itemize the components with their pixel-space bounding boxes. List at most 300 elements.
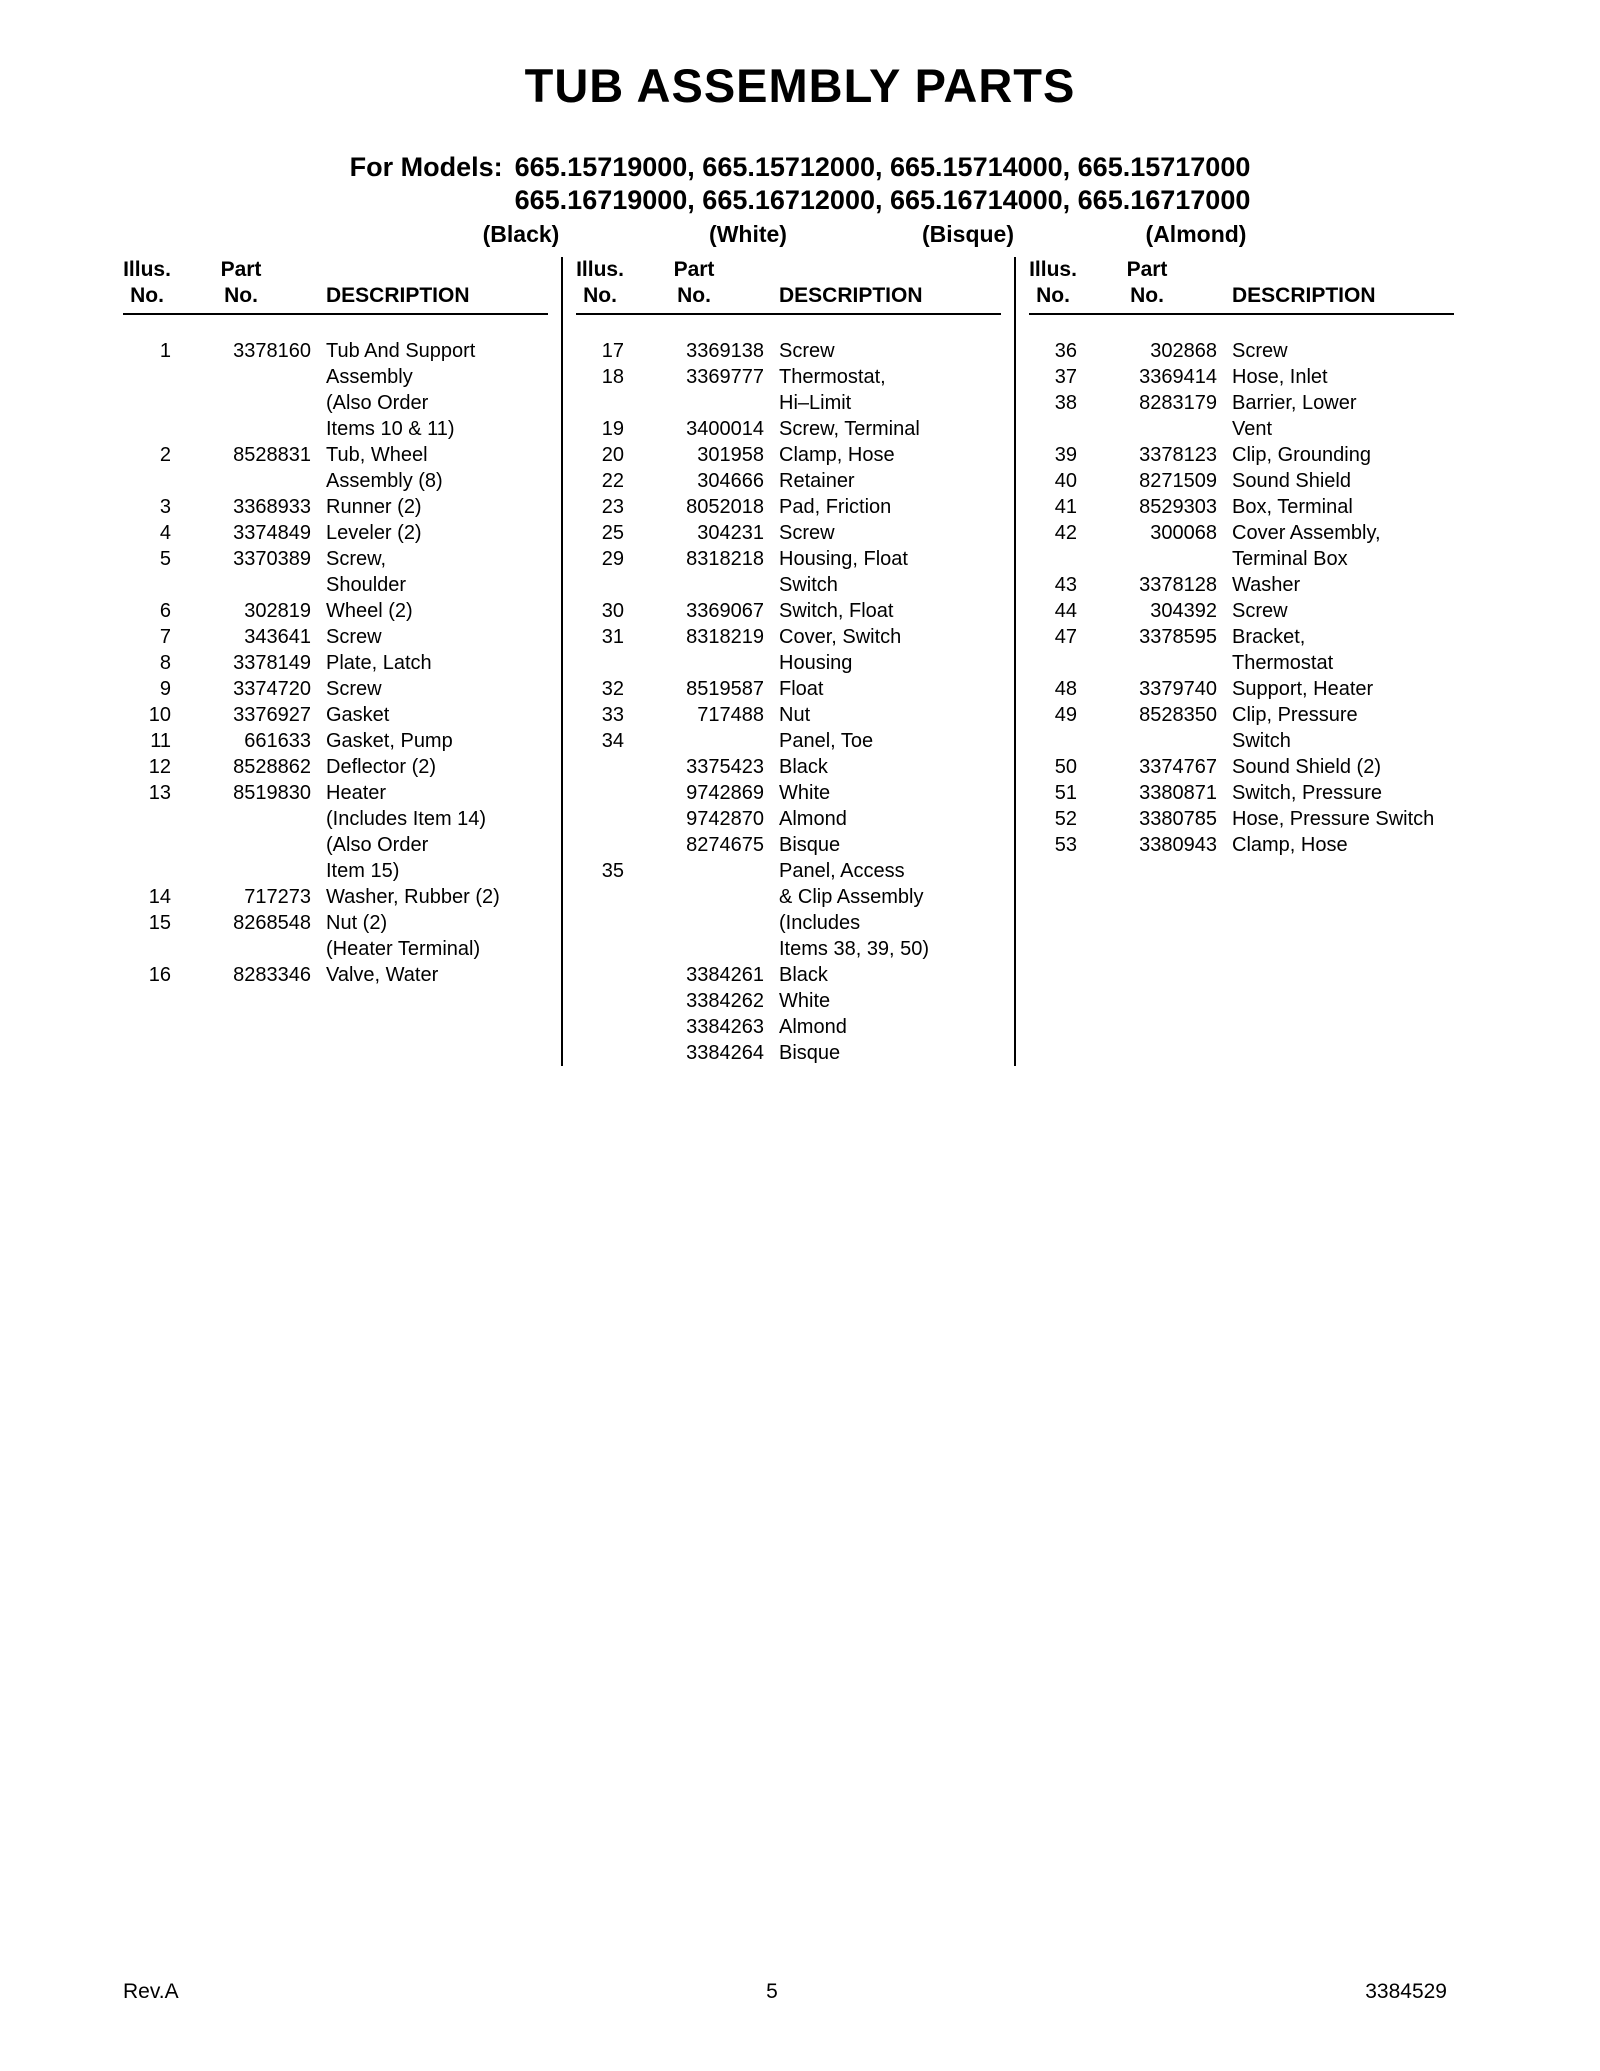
table-row (1029, 650, 1454, 676)
color-label-almond: (Almond) (1145, 221, 1247, 247)
illus-no-cell (1029, 546, 1077, 572)
illus-no-cell: 3 (159, 496, 171, 518)
illus-no-cell: 2 (159, 444, 171, 466)
description-cell: Pad, Friction (779, 496, 892, 518)
part-no-header: No. (224, 284, 258, 307)
description-cell: (Also Order (326, 392, 429, 414)
part-no-cell: 3368933 (233, 496, 311, 518)
table-row (123, 624, 548, 650)
illus-no-cell: 23 (601, 496, 624, 518)
table-row (576, 1014, 1001, 1040)
illus-no-cell: 47 (1054, 626, 1077, 648)
models-line-1: 665.15719000, 665.15712000, 665.15714000, 665.15717000 (514, 152, 1251, 182)
column-header (1029, 257, 1454, 315)
header-spacer (311, 257, 548, 283)
description-cell: Items 10 & 11) (326, 418, 455, 440)
description-cell: Wheel (2) (326, 600, 413, 622)
description-cell: Clip, Grounding (1232, 444, 1371, 466)
table-row (123, 364, 548, 390)
table-row (1029, 676, 1454, 702)
illus-no-cell: 42 (1054, 522, 1077, 544)
illus-header: Illus. (576, 258, 624, 281)
part-no-cell: 3384262 (686, 990, 764, 1012)
table-row (123, 442, 548, 468)
table-row (123, 884, 548, 910)
description-cell: Washer (1232, 574, 1301, 596)
part-no-cell: 3378160 (233, 340, 311, 362)
part-no-cell: 3378149 (233, 652, 311, 674)
part-no-cell: 3376927 (233, 704, 311, 726)
illus-no-cell (123, 858, 171, 884)
illus-no-header: No. (130, 284, 164, 307)
part-header: Part (673, 258, 715, 281)
part-no-cell: 304231 (697, 522, 764, 544)
description-header: DESCRIPTION (1232, 284, 1376, 307)
description-cell: Nut (779, 704, 811, 726)
part-no-cell: 3378123 (1139, 444, 1217, 466)
part-no-cell: 8318219 (686, 626, 764, 648)
illus-no-cell: 15 (148, 912, 171, 934)
column-header-line-2 (1029, 283, 1454, 309)
part-no-cell: 3378128 (1139, 574, 1217, 596)
illus-no-cell (576, 780, 624, 806)
description-cell: Valve, Water (326, 964, 439, 986)
part-no-cell (624, 728, 764, 754)
description-cell: Bisque (779, 834, 841, 856)
description-cell: Almond (779, 1016, 847, 1038)
illus-no-cell: 37 (1054, 366, 1077, 388)
description-cell: Switch, Float (779, 600, 894, 622)
part-no-cell: 302819 (244, 600, 311, 622)
table-row (1029, 442, 1454, 468)
description-cell: Runner (2) (326, 496, 422, 518)
description-cell: Barrier, Lower (1232, 392, 1357, 414)
table-row (576, 754, 1001, 780)
table-row (1029, 494, 1454, 520)
table-row (1029, 546, 1454, 572)
table-row (123, 728, 548, 754)
illus-no-cell: 33 (601, 704, 624, 726)
part-no-cell (171, 936, 311, 962)
illus-no-cell: 30 (601, 600, 624, 622)
part-no-cell: 8318218 (686, 548, 764, 570)
part-no-cell: 3380871 (1139, 782, 1217, 804)
illus-no-cell (123, 364, 171, 390)
illus-no-cell (576, 910, 624, 936)
part-no-cell (624, 910, 764, 936)
description-cell: Assembly (326, 366, 413, 388)
illus-no-cell (123, 806, 171, 832)
column-header-line-1 (576, 257, 1001, 283)
parts-rows (123, 338, 548, 988)
description-cell: Panel, Access (779, 860, 905, 882)
illus-no-cell: 39 (1054, 444, 1077, 466)
illus-no-cell (1029, 416, 1077, 442)
part-no-cell (1077, 416, 1217, 442)
table-row (123, 936, 548, 962)
color-label-white: (White) (709, 221, 787, 247)
table-row (576, 988, 1001, 1014)
illus-no-cell (123, 572, 171, 598)
part-no-cell: 3378595 (1139, 626, 1217, 648)
table-row (1029, 832, 1454, 858)
part-no-cell: 3380785 (1139, 808, 1217, 830)
table-row (1029, 338, 1454, 364)
part-no-cell: 3384264 (686, 1042, 764, 1064)
description-cell: Bisque (779, 1042, 841, 1064)
description-cell: & Clip Assembly (779, 886, 924, 908)
part-no-cell (1077, 650, 1217, 676)
description-cell: Leveler (2) (326, 522, 422, 544)
description-cell: Box, Terminal (1232, 496, 1353, 518)
table-row (576, 520, 1001, 546)
parts-column-3 (1029, 257, 1454, 1066)
part-no-cell (624, 650, 764, 676)
table-row (1029, 806, 1454, 832)
description-cell: White (779, 990, 831, 1012)
part-no-cell (624, 858, 764, 884)
part-no-cell: 3369414 (1139, 366, 1217, 388)
part-no-cell: 3369138 (686, 340, 764, 362)
models-block (350, 151, 1251, 217)
illus-no-cell (576, 572, 624, 598)
description-cell: Housing (779, 652, 853, 674)
illus-no-cell: 18 (601, 366, 624, 388)
table-row (576, 650, 1001, 676)
description-cell: (Includes Item 14) (326, 808, 487, 830)
illus-no-cell: 35 (601, 860, 624, 882)
parts-table-area (0, 257, 1600, 1066)
part-no-cell: 8268548 (233, 912, 311, 934)
description-cell: Screw (326, 678, 382, 700)
part-no-cell: 8283346 (233, 964, 311, 986)
table-row (123, 806, 548, 832)
illus-no-cell (123, 390, 171, 416)
table-row (123, 650, 548, 676)
illus-no-cell: 6 (159, 600, 171, 622)
description-cell: Thermostat (1232, 652, 1334, 674)
part-no-cell: 8519830 (233, 782, 311, 804)
part-no-header: No. (677, 284, 711, 307)
description-cell: Screw, (326, 548, 387, 570)
description-cell: Switch (1232, 730, 1291, 752)
header-rule (123, 313, 548, 315)
part-no-cell (171, 832, 311, 858)
illus-no-cell: 19 (601, 418, 624, 440)
description-header: DESCRIPTION (779, 284, 923, 307)
part-no-cell: 304392 (1150, 600, 1217, 622)
illus-no-cell (123, 416, 171, 442)
table-row (123, 598, 548, 624)
part-no-cell (624, 936, 764, 962)
part-no-cell: 3375423 (686, 756, 764, 778)
part-no-cell (624, 572, 764, 598)
part-no-cell: 8052018 (686, 496, 764, 518)
table-row (576, 676, 1001, 702)
description-cell: Retainer (779, 470, 855, 492)
part-no-cell (171, 572, 311, 598)
table-row (123, 416, 548, 442)
table-row (576, 390, 1001, 416)
description-cell: Housing, Float (779, 548, 908, 570)
illus-no-cell: 13 (148, 782, 171, 804)
table-row (576, 1040, 1001, 1066)
illus-no-cell (576, 884, 624, 910)
illus-no-cell: 38 (1054, 392, 1077, 414)
description-cell: Screw (326, 626, 382, 648)
table-row (576, 780, 1001, 806)
illus-no-cell (123, 936, 171, 962)
part-no-cell: 8529303 (1139, 496, 1217, 518)
description-cell: Bracket, (1232, 626, 1306, 648)
part-header: Part (220, 258, 262, 281)
table-row (1029, 468, 1454, 494)
illus-no-cell: 20 (601, 444, 624, 466)
part-no-cell: 8283179 (1139, 392, 1217, 414)
table-row (576, 702, 1001, 728)
part-no-cell (171, 858, 311, 884)
illus-no-cell: 14 (148, 886, 171, 908)
description-cell: Washer, Rubber (2) (326, 886, 500, 908)
color-labels-row (0, 221, 1600, 249)
description-cell: Float (779, 678, 824, 700)
table-row (1029, 520, 1454, 546)
description-cell: Screw (779, 340, 835, 362)
part-no-cell (171, 416, 311, 442)
description-cell: Panel, Toe (779, 730, 874, 752)
description-cell: Almond (779, 808, 847, 830)
part-no-cell: 343641 (244, 626, 311, 648)
description-cell: Assembly (8) (326, 470, 443, 492)
description-cell: Terminal Box (1232, 548, 1348, 570)
part-no-cell: 3369067 (686, 600, 764, 622)
column-header-line-1 (123, 257, 548, 283)
table-row (576, 806, 1001, 832)
table-row (123, 858, 548, 884)
illus-no-cell: 50 (1054, 756, 1077, 778)
description-cell: (Includes (779, 912, 861, 934)
table-row (576, 468, 1001, 494)
part-no-cell: 3370389 (233, 548, 311, 570)
part-no-cell: 3374767 (1139, 756, 1217, 778)
table-row (1029, 702, 1454, 728)
table-row (576, 728, 1001, 754)
part-no-cell: 9742870 (686, 808, 764, 830)
illus-no-cell (576, 390, 624, 416)
part-no-cell (171, 364, 311, 390)
description-cell: Item 15) (326, 860, 400, 882)
table-row (1029, 572, 1454, 598)
header-rule (1029, 313, 1454, 315)
description-cell: Tub And Support (326, 340, 476, 362)
header-spacer (1217, 257, 1454, 283)
description-cell: Deflector (2) (326, 756, 437, 778)
part-no-cell: 3369777 (686, 366, 764, 388)
revision-label: Rev.A (123, 1980, 179, 2003)
table-row (576, 832, 1001, 858)
description-cell: (Heater Terminal) (326, 938, 481, 960)
illus-no-cell (576, 936, 624, 962)
part-no-cell: 300068 (1150, 522, 1217, 544)
illus-no-cell: 44 (1054, 600, 1077, 622)
table-row (576, 338, 1001, 364)
illus-no-cell: 52 (1054, 808, 1077, 830)
table-row (123, 520, 548, 546)
page-footer (0, 1980, 1600, 2004)
illus-no-cell (123, 832, 171, 858)
table-row (1029, 624, 1454, 650)
table-row (123, 572, 548, 598)
illus-no-cell (123, 468, 171, 494)
description-cell: Clip, Pressure (1232, 704, 1358, 726)
table-row (123, 780, 548, 806)
table-row (576, 442, 1001, 468)
table-row (123, 676, 548, 702)
table-row (576, 884, 1001, 910)
illus-no-cell (1029, 650, 1077, 676)
part-no-cell: 3400014 (686, 418, 764, 440)
page-title: TUB ASSEMBLY PARTS (524, 59, 1076, 112)
table-row (123, 702, 548, 728)
description-cell: Switch, Pressure (1232, 782, 1383, 804)
column-header (576, 257, 1001, 315)
description-cell: Hose, Inlet (1232, 366, 1328, 388)
part-no-cell: 8528831 (233, 444, 311, 466)
illus-no-cell: 31 (601, 626, 624, 648)
table-row (576, 364, 1001, 390)
illus-no-cell: 9 (159, 678, 171, 700)
illus-no-cell: 17 (601, 340, 624, 362)
description-header: DESCRIPTION (326, 284, 470, 307)
description-cell: Gasket, Pump (326, 730, 453, 752)
description-cell: Vent (1232, 418, 1273, 440)
part-no-cell: 8274675 (686, 834, 764, 856)
description-cell: Tub, Wheel (326, 444, 428, 466)
part-no-cell (624, 884, 764, 910)
table-row (576, 858, 1001, 884)
illus-no-cell: 49 (1054, 704, 1077, 726)
part-no-cell (171, 390, 311, 416)
illus-no-cell: 4 (159, 522, 171, 544)
illus-no-cell: 34 (601, 730, 624, 752)
document-number: 3384529 (1365, 1980, 1447, 2003)
illus-no-cell: 7 (159, 626, 171, 648)
description-cell: White (779, 782, 831, 804)
description-cell: Plate, Latch (326, 652, 432, 674)
table-row (576, 936, 1001, 962)
illus-no-cell (576, 1040, 624, 1066)
illus-no-cell: 29 (601, 548, 624, 570)
illus-no-cell: 48 (1054, 678, 1077, 700)
description-cell: Cover, Switch (779, 626, 902, 648)
description-cell: Hose, Pressure Switch (1232, 808, 1435, 830)
table-row (576, 494, 1001, 520)
part-no-cell: 3374720 (233, 678, 311, 700)
part-no-cell: 302868 (1150, 340, 1217, 362)
illus-no-cell: 25 (601, 522, 624, 544)
illus-no-cell: 22 (601, 470, 624, 492)
parts-column-1 (123, 257, 548, 1066)
description-cell: Sound Shield (1232, 470, 1351, 492)
description-cell: Screw, Terminal (779, 418, 920, 440)
column-header-line-2 (123, 283, 548, 309)
description-cell: Screw (1232, 600, 1288, 622)
column-header-line-2 (576, 283, 1001, 309)
illus-no-cell: 12 (148, 756, 171, 778)
parts-column-2 (576, 257, 1001, 1066)
header-rule (576, 313, 1001, 315)
description-cell: Nut (2) (326, 912, 388, 934)
table-row (1029, 754, 1454, 780)
illus-no-cell (576, 962, 624, 988)
illus-no-cell (576, 754, 624, 780)
parts-rows (576, 338, 1001, 1066)
description-cell: Hi–Limit (779, 392, 852, 414)
table-row (123, 754, 548, 780)
models-line-2: 665.16719000, 665.16712000, 665.16714000, 665.16717000 (514, 185, 1251, 215)
table-row (123, 832, 548, 858)
part-no-cell (624, 390, 764, 416)
illus-no-cell (1029, 728, 1077, 754)
illus-no-cell: 5 (159, 548, 171, 570)
description-cell: (Also Order (326, 834, 429, 856)
part-no-cell: 3384261 (686, 964, 764, 986)
table-row (123, 910, 548, 936)
table-row (1029, 364, 1454, 390)
description-cell: Screw (1232, 340, 1288, 362)
table-row (1029, 390, 1454, 416)
part-no-cell: 301958 (697, 444, 764, 466)
illus-no-cell: 51 (1054, 782, 1077, 804)
illus-no-cell (576, 832, 624, 858)
description-cell: Switch (779, 574, 838, 596)
description-cell: Sound Shield (2) (1232, 756, 1381, 778)
column-divider (1014, 257, 1016, 1066)
illus-header: Illus. (123, 258, 171, 281)
description-cell: Thermostat, (779, 366, 886, 388)
table-row (123, 546, 548, 572)
table-row (576, 416, 1001, 442)
description-cell: Screw (779, 522, 835, 544)
table-row (576, 910, 1001, 936)
illus-no-cell: 32 (601, 678, 624, 700)
description-cell: Black (779, 756, 828, 778)
table-row (1029, 598, 1454, 624)
table-row (576, 546, 1001, 572)
table-row (123, 468, 548, 494)
part-no-cell: 8528862 (233, 756, 311, 778)
table-row (576, 624, 1001, 650)
part-no-cell (1077, 546, 1217, 572)
illus-no-cell: 53 (1054, 834, 1077, 856)
illus-no-cell (576, 988, 624, 1014)
illus-header: Illus. (1029, 258, 1077, 281)
table-row (1029, 728, 1454, 754)
part-no-cell: 8519587 (686, 678, 764, 700)
models-label: For Models: (349, 152, 503, 182)
description-cell: Black (779, 964, 828, 986)
parts-rows (1029, 338, 1454, 858)
color-label-black: (Black) (482, 221, 560, 247)
description-cell: Support, Heater (1232, 678, 1374, 700)
illus-no-cell: 1 (159, 340, 171, 362)
illus-no-cell: 16 (148, 964, 171, 986)
part-no-cell: 717488 (697, 704, 764, 726)
illus-no-cell: 11 (150, 730, 171, 752)
part-no-cell: 3380943 (1139, 834, 1217, 856)
part-no-header: No. (1130, 284, 1164, 307)
description-cell: Items 38, 39, 50) (779, 938, 930, 960)
